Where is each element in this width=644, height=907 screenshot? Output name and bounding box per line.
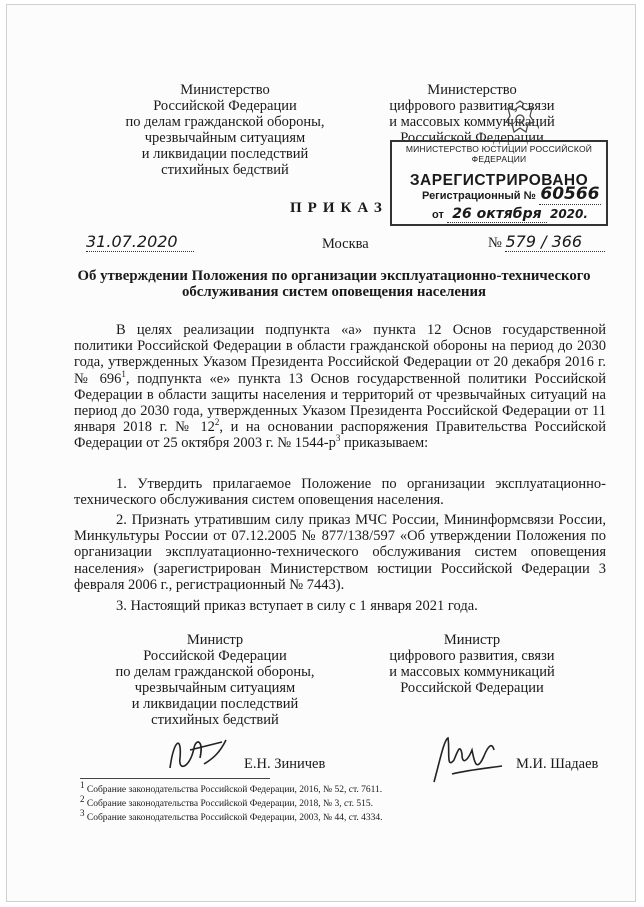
stamp-ministry-line: МИНИСТЕРСТВО ЮСТИЦИИ РОССИЙСКОЙ ФЕДЕРАЦИИ [405, 144, 593, 164]
stamp-date-row: от 26 октября 2020. [432, 206, 588, 222]
order-item-3: 3. Настоящий приказ вступает в силу с 1 января 2021 года. [116, 598, 478, 614]
stamp-year: 2020. [549, 207, 588, 221]
left-handwritten-signature [160, 728, 240, 778]
coat-of-arms-emblem-icon [500, 100, 540, 140]
preamble-paragraph: В целях реализации подпункта «а» пункта 12 Основ государственной политики Российской Федерации в области гражданской обороны на период до 2030 года, утвержденных Указом Президента Российской Федерации от 20 декабря 2016 г. № $696^1$, подпункта «е» пункта 13 Основ государственной политики Российской Федерации в области защиты населения и территорий от чрезвычайных ситуаций на период до 2030 года, утвержденных Указом Президента Российской Федерации от 11 января 2018 г. № $12^2$, и на основании распоряжения Правительства Российской Федерации от 25 октября 2003 г. № $1544-р^3$ приказываем: [74, 322, 606, 452]
right-handwritten-signature [428, 730, 508, 790]
right-signatory-title: Министр цифрового развития, связи и массовых коммуникаций Российской Федерации [389, 632, 555, 696]
footnote: $^2$ Собрание законодательства Российской Федерации, 2018, № 3, ст. 515. [80, 793, 374, 809]
stamp-reg-number-row: Регистрационный № 60566 [422, 184, 600, 204]
left-ministry-header: Министерство Российской Федерации по делам гражданской обороны, чрезвычайным ситуациям и ликвидации последствий стихийных бедствий [125, 82, 325, 178]
order-title: ПРИКАЗ [290, 200, 388, 216]
order-city: Москва [322, 236, 369, 252]
footnote: $^3$ Собрание законодательства Российской Федерации, 2003, № 44, ст. 4334. [80, 807, 383, 823]
left-signatory-name: Е.Н. Зиничев [244, 756, 326, 772]
right-signatory-name: М.И. Шадаев [516, 756, 599, 772]
footnote: $^1$ Собрание законодательства Российской Федерации, 2016, № 52, ст. 7611. [80, 779, 383, 795]
left-signatory-title: Министр Российской Федерации по делам гражданской обороны, чрезвычайным ситуациям и ликвидации последствий стихийных бедствий [115, 632, 315, 728]
order-number: № 579 / 366 [488, 232, 605, 252]
registration-stamp [390, 140, 608, 226]
right-ministry-header: Министерство цифрового развития, связи и массовых коммуникаций Российской Федерации [389, 82, 555, 146]
stamp-date-handwritten: 26 октября [447, 206, 547, 223]
order-date: 31.07.2020 [86, 232, 194, 252]
order-item-1: 1. Утвердить прилагаемое Положение по организации эксплуатационно-технического обслуживания систем оповещения населения. [74, 476, 606, 509]
stamp-registered-label: ЗАРЕГИСТРИРОВАНО [409, 172, 589, 189]
stamp-reg-number: 60566 [540, 184, 600, 204]
footnote-separator [80, 778, 270, 779]
order-item-2: 2. Признать утратившим силу приказ МЧС России, Мининформсвязи России, Минкультуры России от 07.12.2005 № 877/138/597 «Об утверждении Положения по организации эксплуатационно-технического обслуживания систем оповещения населения» (зарегистрирован Министерством юстиции Российской Федерации 3 февраля 2006 г., регистрационный № 7443). [74, 512, 606, 593]
order-heading: Об утверждении Положения по организации эксплуатационно-технического обслуживания систем оповещения населения [77, 268, 591, 300]
